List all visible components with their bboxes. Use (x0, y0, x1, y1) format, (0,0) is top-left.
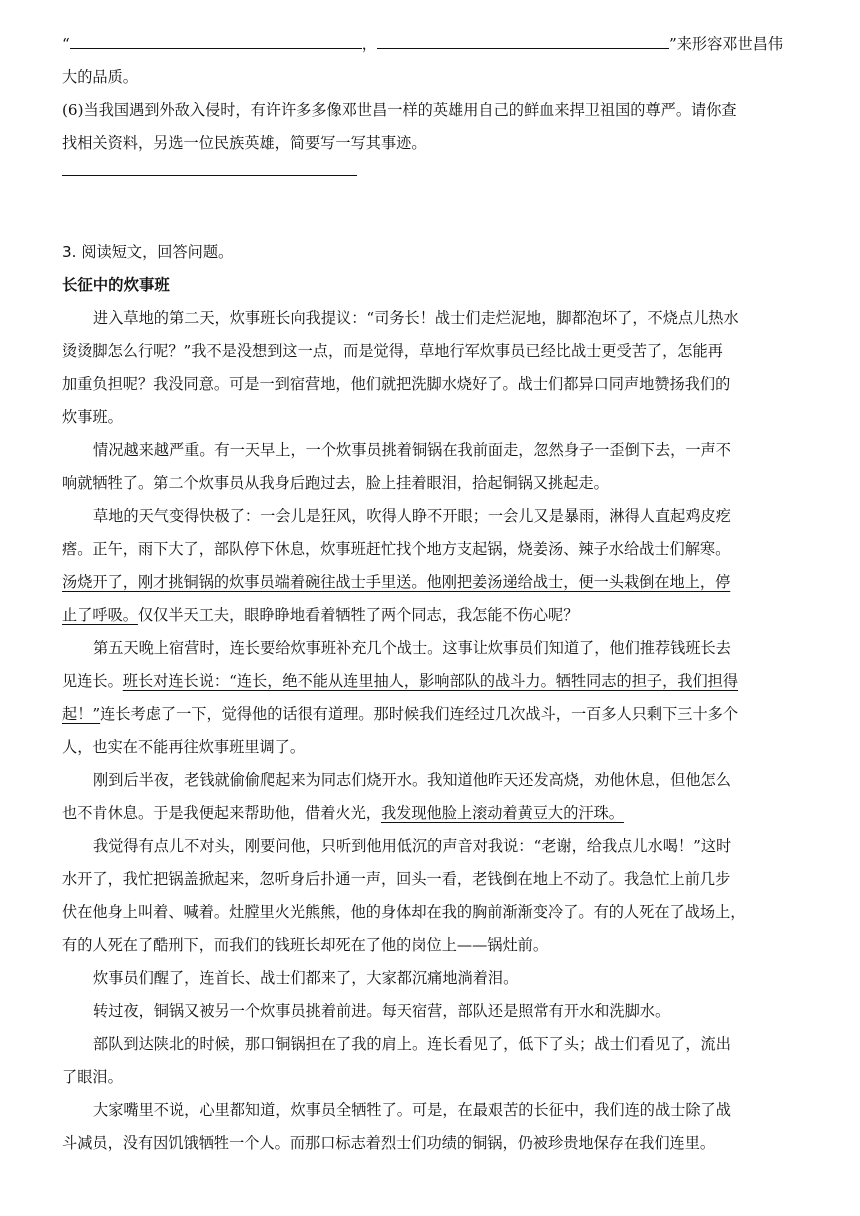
p3-line-1: 草地的天气变得快极了：一会儿是狂风，吹得人睁不开眼；一会儿又是暴雨，淋得人直起鸡皮疙 (93, 507, 731, 525)
p3-line-2: 瘩。正午，雨下大了，部队停下休息，炊事班赶忙找个地方支起锅，烧姜汤、辣子水给战士们解寒。 (62, 540, 731, 558)
answer-blank-2[interactable] (377, 31, 669, 49)
p10-line-1: 大家嘴里不说，心里都知道，炊事员全牺牲了。可是，在最艰苦的长征中，我们连的战士除了战 (93, 1101, 731, 1119)
p3-line-4 (62, 599, 830, 632)
underlined-sentence: 止了呼吸。 (62, 606, 138, 624)
plain-text: 也不肯休息。于是我便起来帮助他，借着火光， (62, 804, 381, 822)
plain-text: 连长考虑了一下，觉得他的话很有道理。那时候我们连经过几次战斗，一百多人只剩下三十多个 (100, 705, 739, 723)
plain-text: 见连长。 (62, 672, 123, 690)
p3-line-3-underlined: 汤烧开了，刚才挑铜锅的炊事员端着碗往战士手里送。他刚把姜汤递给战士，便一头栽倒在地上，停 (62, 573, 731, 591)
p1-line-3: 加重负担呢？我没同意。可是一到宿营地，他们就把洗脚水烧好了。战士们都异口同声地赞扬我们的 (62, 375, 731, 393)
q5-fill-line (62, 28, 830, 61)
p4-line-1: 第五天晚上宿营时，连长要给炊事班补充几个战士。这事让炊事员们知道了，他们推荐钱班长去 (93, 639, 731, 657)
p6-line-4: 有的人死在了酷刑下，而我们的钱班长却死在了他的岗位上——锅灶前。 (62, 936, 548, 954)
p9-line-2: 了眼泪。 (62, 1068, 123, 1086)
p4-line-2 (62, 665, 830, 698)
open-quote: “ (62, 35, 70, 53)
plain-text: 仅仅半天工夫，眼睁睁地看着牺牲了两个同志，我怎能不伤心呢？ (137, 606, 579, 624)
p9-line-1: 部队到达陕北的时候，那口铜锅担在了我的肩上。连长看见了，低下了头；战士们看见了，流出 (93, 1035, 731, 1053)
answer-blank-1[interactable] (70, 31, 362, 49)
p6-line-2: 水开了，我忙把锅盖掀起来，忽听身后扑通一声，回头一看，老钱倒在地上不动了。我急忙上前几步 (62, 870, 731, 888)
spacer (62, 176, 830, 236)
q6-line-1: (6)当我国遇到外敌入侵时，有许许多多像邓世昌一样的英雄用自己的鲜血来捍卫祖国的尊严。请你查 (62, 101, 737, 119)
p8-line-1: 转过夜，铜锅又被另一个炊事员挑着前进。每天宿营，部队还是照常有开水和洗脚水。 (93, 1002, 671, 1020)
underlined-sentence: 班长对连长说：“连长，绝不能从连里抽人，影响部队的战斗力。牺牲同志的担子，我们担得 (122, 672, 739, 690)
q6-line-2: 找相关资料，另选一位民族英雄，简要写一写其事迹。 (62, 134, 427, 152)
p4-line-4: 人，也实在不能再往炊事班里调了。 (62, 738, 305, 756)
p2-line-2: 响就牺牲了。第二个炊事员从我身后跑过去，脸上挂着眼泪，拾起铜锅又挑起走。 (62, 474, 609, 492)
p4-line-3 (62, 698, 830, 731)
comma: ， (361, 35, 377, 53)
p6-line-1: 我觉得有点儿不对头，刚要问他，只听到他用低沉的声音对我说：“老谢，给我点儿水喝！”这时 (93, 837, 732, 855)
p1-line-2: 烫烫脚怎么行呢？”我不是没想到这一点，而是觉得，草地行军炊事员已经比战士更受苦了，怎能再 (62, 342, 723, 360)
p10-line-2: 斗减员，没有因饥饿牺牲一个人。而那口标志着烈士们功绩的铜锅，仍被珍贵地保存在我们连里。 (62, 1134, 716, 1152)
underlined-sentence: 起！” (62, 705, 101, 723)
p1-line-1: 进入草地的第二天，炊事班长向我提议：“司务长！战士们走烂泥地，脚都泡坏了，不烧点儿热水 (93, 309, 739, 327)
p2-line-1: 情况越来越严重。有一天早上，一个炊事员挑着铜锅在我前面走，忽然身子一歪倒下去，一声不 (93, 441, 731, 459)
p1-line-4: 炊事班。 (62, 408, 123, 426)
passage-title: 长征中的炊事班 (62, 276, 170, 294)
q3-prompt: 3. 阅读短文，回答问题。 (62, 243, 234, 261)
underlined-sentence: 我发现他脸上滚动着黄豆大的汗珠。 (380, 804, 624, 822)
worksheet-page (62, 28, 830, 1160)
q5-tail-text: ”来形容邓世昌伟 (668, 35, 784, 53)
p6-line-3: 伏在他身上叫着、喊着。灶膛里火光熊熊，他的身体却在我的胸前渐渐变冷了。有的人死在了战场上， (62, 903, 746, 921)
p5-line-2 (62, 797, 830, 830)
p7-line-1: 炊事员们醒了，连首长、战士们都来了，大家都沉痛地淌着泪。 (93, 969, 519, 987)
q5-line-2: 大的品质。 (62, 68, 138, 86)
p5-line-1: 刚到后半夜，老钱就偷偷爬起来为同志们烧开水。我知道他昨天还发高烧，劝他休息，但他怎么 (93, 771, 731, 789)
